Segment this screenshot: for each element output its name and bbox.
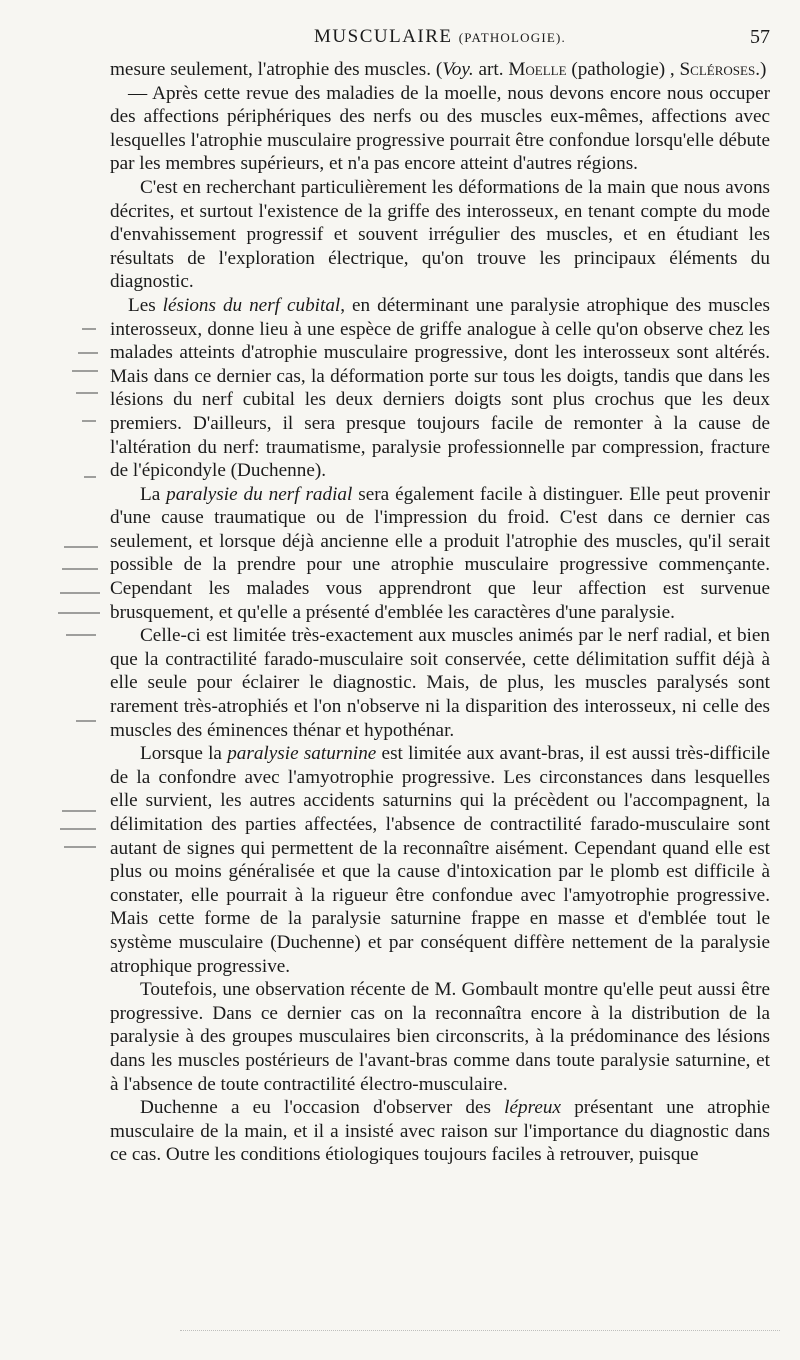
cross-reference: Scléroses xyxy=(679,59,756,80)
page-body xyxy=(110,58,770,1167)
italic-run: lépreux xyxy=(504,1097,561,1119)
footer-smudge xyxy=(180,1326,780,1331)
text-run: art. xyxy=(473,59,509,80)
text-run: est limitée aux avant-bras, il est aussi très-difficile de la confondre avec l'amyotrophie progressive. Les circonstances dans lesquelles elle survient, les autres accidents saturnins qui la précèdent ou l'accompagnent, la délimitation des parties affectées, l'absence de contractilité farado-musculaire sont autant de signes qui permettent de la reconnaître aisément. Cependant quand elle est plus ou moins généralisée et que la cause d'intoxication par le plomb est difficile à constater, elle pourrait à la rigueur être confondue avec l'amyotrophie progressive. Mais cette forme de la paralysie saturnine frappe en masse et d'emblée tout le système musculaire (Duchenne) et par conséquent diffère nettement de la paralysie atrophique progressive. xyxy=(110,743,770,977)
italic-run: lésions du nerf cubital xyxy=(162,294,341,316)
text-run: sera également facile à distinguer. Elle peut provenir d'une cause traumatique ou de l'impression du froid. C'est dans ce dernier cas seulement, et lorsque déjà ancienne elle a produit l'atrophie des muscles, qu'il serait possible de la prendre pour une atrophie musculaire progressive commençante. Cependant les malades vous apprendront que leur affection est survenue brusquement, et qu'elle a présenté d'emblée les caractères d'une paralysie. xyxy=(110,483,770,623)
text-run: Duchenne a eu l'occasion d'observer des xyxy=(140,1097,505,1119)
paragraph: C'est en recherchant particulièrement les déformations de la main que nous avons décrites, et surtout l'existence de la griffe des interosseux, en tenant compte du mode d'envahissement progressif et souvent irrégulier des muscles, et en étudiant les résultats de l'exploration électrique, qu'on trouve les principaux éléments du diagnostic. xyxy=(110,176,770,293)
page-number: 57 xyxy=(750,26,770,48)
running-header xyxy=(110,26,770,52)
paragraph xyxy=(110,1096,770,1167)
paragraph xyxy=(110,742,770,978)
text-run: .) xyxy=(755,59,767,80)
running-title-sub: (PATHOLOGIE). xyxy=(458,30,566,45)
running-title-main: MUSCULAIRE xyxy=(314,26,453,47)
text-run: mesure seulement, l'atrophie des muscles. ( xyxy=(110,59,443,80)
running-title xyxy=(110,26,770,48)
italic-run: paralysie saturnine xyxy=(227,743,377,765)
text-run: Les xyxy=(128,294,163,316)
paragraph xyxy=(110,58,770,82)
text-run: La xyxy=(140,483,167,505)
paragraph: Toutefois, une observation récente de M. Gombault montre qu'elle peut aussi être progressive. Dans ce dernier cas on la reconnaîtra encore à la distribution de la paralysie à des groupes musculaires bien circonscrits, à la prédominance des lésions dans les muscles postérieurs de l'avant-bras comme dans toute paralysie saturnine, et à l'absence de toute contractilité électro-musculaire. xyxy=(110,979,770,1095)
italic-run: Voy. xyxy=(442,59,474,80)
paragraph xyxy=(110,294,770,483)
paragraph xyxy=(110,483,770,625)
cross-reference: Moelle xyxy=(508,59,567,80)
margin-print-marks xyxy=(52,300,108,920)
paragraph: — Après cette revue des maladies de la moelle, nous devons encore nous occuper des affections périphériques des nerfs ou des muscles eux-mêmes, affections avec lesquelles l'atrophie musculaire progressive pourrait être confondue lorsqu'elle débute par les membres supérieurs, et n'a pas encore atteint d'autres régions. xyxy=(110,82,770,175)
italic-run: paralysie du nerf radial xyxy=(166,483,353,505)
paragraph: Celle-ci est limitée très-exactement aux muscles animés par le nerf radial, et bien que la contractilité farado-musculaire soit conservée, cette délimitation suffit déjà à elle seule pour éclairer le diagnostic. Mais, de plus, les muscles paralysés sont rarement très-atrophiés et l'on n'observe ni la disparition des interosseux, ni celle des muscles des éminences thénar et hypothénar. xyxy=(110,625,770,741)
text-run: présentant une atrophie musculaire de la main, et il a insisté avec raison sur l'importance du diagnostic dans ce cas. Outre les conditions étiologiques toujours faciles à retrouver, puisque xyxy=(110,1097,770,1166)
text-run: (pathologie) , xyxy=(566,59,680,80)
text-run: Lorsque la xyxy=(140,743,228,765)
text-run: , en déterminant une paralysie atrophique des muscles interosseux, donne lieu à une espèce de griffe analogue à celle qu'on observe chez les malades atteints d'atrophie musculaire progressive, dont les interosseux sont altérés. Mais dans ce dernier cas, la déformation porte sur tous les doigts, tandis que dans les lésions du nerf cubital les deux derniers doigts sont plus crochus que les deux premiers. D'ailleurs, il sera presque toujours facile de remonter à la cause de l'altération du nerf: traumatisme, paralysie professionnelle par compression, fracture de l'épicondyle (Duchenne). xyxy=(110,294,770,482)
